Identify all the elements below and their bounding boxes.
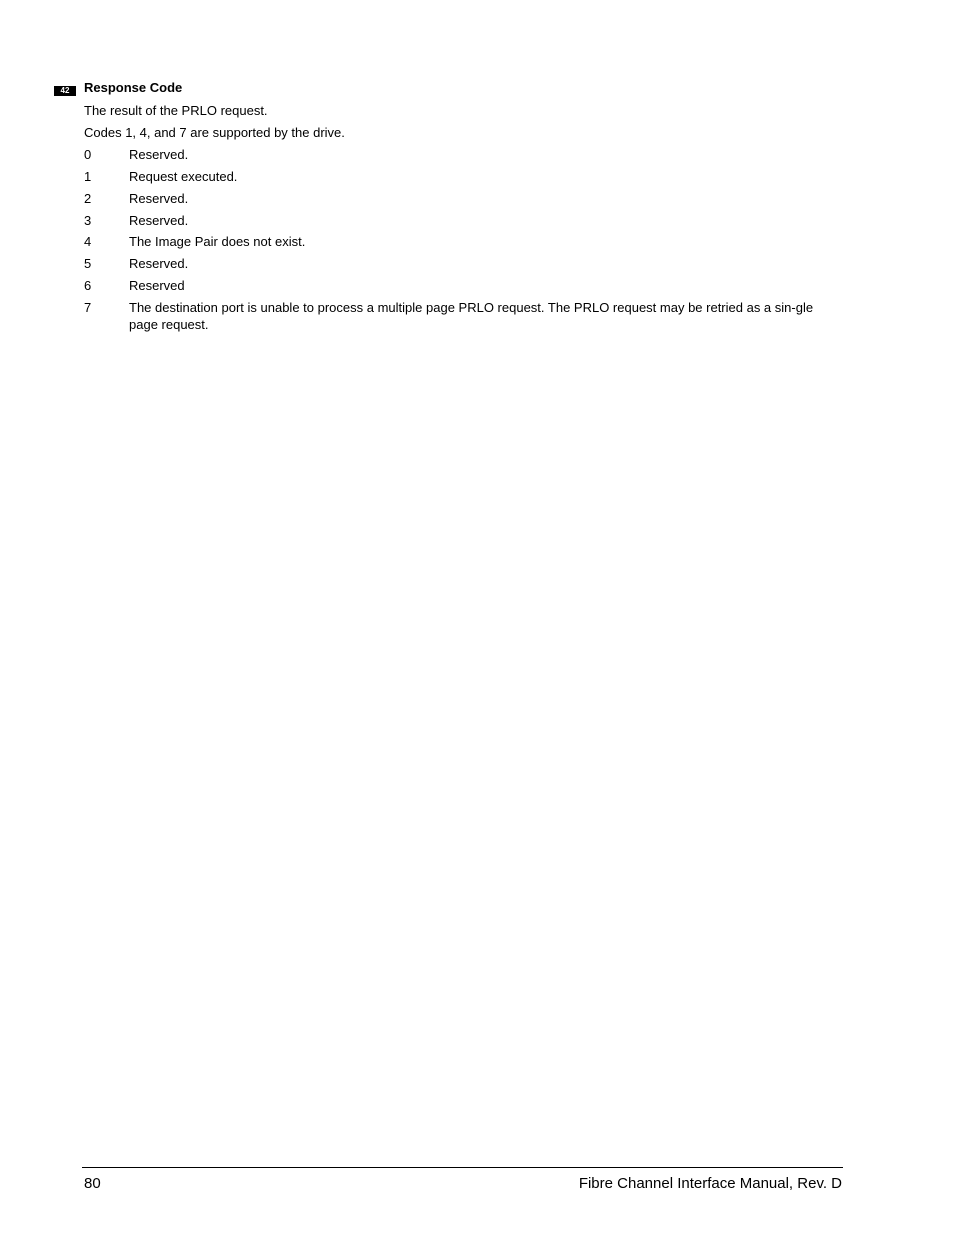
code-meaning: Request executed. [129, 168, 238, 184]
code-row [84, 168, 844, 185]
footer-divider [82, 1167, 843, 1168]
code-value: 0 [84, 147, 92, 162]
code-value: 6 [84, 278, 92, 294]
code-meaning: The destination port is unable to process a multiple page PRLO request. The PRLO request may be retried as a sin-gle page request. [129, 299, 814, 332]
section-description: The result of the PRLO request. [84, 103, 268, 118]
section-number-badge: 42 [54, 86, 76, 96]
code-value: 2 [84, 190, 92, 206]
code-row [84, 212, 844, 229]
code-row [84, 255, 844, 272]
code-meaning: Reserved. [129, 212, 189, 228]
code-value: 4 [84, 234, 92, 250]
response-code-list [84, 146, 844, 338]
code-value: 1 [84, 168, 92, 184]
document-title: Fibre Channel Interface Manual, Rev. D [578, 1175, 842, 1192]
code-value: 3 [84, 212, 92, 228]
code-meaning: Reserved. [129, 190, 189, 206]
code-row [84, 299, 844, 333]
section-heading: Response Code [84, 80, 183, 95]
supported-codes-note: Codes 1, 4, and 7 are supported by the drive. [84, 125, 345, 140]
code-value: 5 [84, 256, 92, 272]
code-row [84, 146, 844, 163]
code-row [84, 190, 844, 207]
code-meaning: Reserved [129, 278, 185, 294]
code-row [84, 277, 844, 294]
page-number: 80 [84, 1175, 101, 1192]
code-row [84, 233, 844, 250]
code-meaning: The Image Pair does not exist. [129, 234, 306, 250]
code-meaning: Reserved. [129, 147, 189, 162]
code-value: 7 [84, 299, 92, 315]
code-meaning: Reserved. [129, 256, 189, 272]
